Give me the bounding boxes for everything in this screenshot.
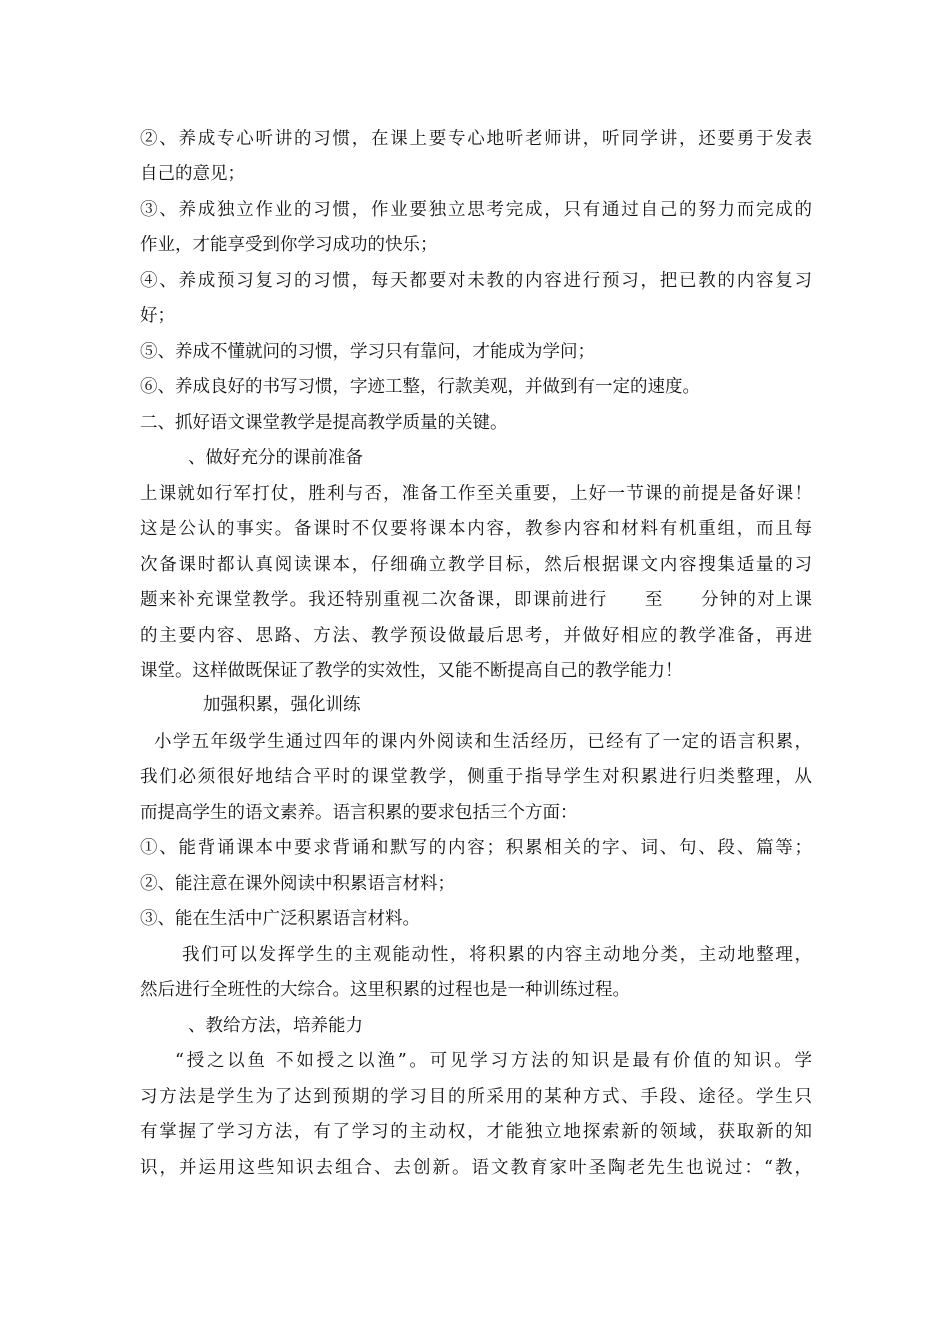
- text-line: ②、能注意在课外阅读中积累语言材料；: [140, 874, 455, 894]
- text-line: 而提高学生的语文素养。语言积累的要求包括三个方面：: [140, 803, 578, 823]
- text-line: 好；: [140, 306, 175, 326]
- section-heading: 二、抓好语文课堂教学是提高教学质量的关键。: [140, 413, 508, 433]
- text-line: 自己的意见；: [140, 164, 245, 184]
- text-line: 题来补充课堂教学。我还特别重视二次备课，即课前进行 至 分钟的对上课: [140, 590, 812, 610]
- text-line: 的主要内容、思路、方法、教学预设做最后思考，并做好相应的教学准备，再进: [140, 626, 812, 646]
- text-line: ③、养成独立作业的习惯，作业要独立思考完成，只有通过自己的努力而完成的: [140, 200, 812, 220]
- text-line: ⑥、养成良好的书写习惯，字迹工整，行款美观，并做到有一定的速度。: [140, 377, 700, 397]
- subsection-heading: 、做好充分的课前准备: [188, 448, 363, 468]
- text-line: 上课就如行军打仗，胜利与否，准备工作至关重要，上好一节课的前提是备好课！: [140, 484, 812, 504]
- text-line: 有掌握了学习方法，有了学习的主动权，才能独立地探索新的领域，获取新的知: [140, 1122, 812, 1142]
- subsection-heading: 加强积累，强化训练: [203, 695, 361, 715]
- text-line: 我们可以发挥学生的主观能动性，将积累的内容主动地分类，主动地整理，: [182, 945, 812, 965]
- text-line: ①、能背诵课本中要求背诵和默写的内容；积累相关的字、词、句、段、篇等；: [140, 838, 812, 858]
- text-line: 小学五年级学生通过四年的课内外阅读和生活经历，已经有了一定的语言积累，: [154, 732, 812, 752]
- text-line: 我们必须很好地结合平时的课堂教学，侧重于指导学生对积累进行归类整理，从: [140, 767, 812, 787]
- text-line: ③、能在生活中广泛积累语言材料。: [140, 909, 420, 929]
- text-line: 这是公认的事实。备课时不仅要将课本内容，教参内容和材料有机重组，而且每: [140, 519, 812, 539]
- text-line: 然后进行全班性的大综合。这里积累的过程也是一种训练过程。: [140, 980, 630, 1000]
- text-line: ④、养成预习复习的习惯，每天都要对未教的内容进行预习，把已教的内容复习: [140, 271, 812, 291]
- subsection-heading: 、教给方法，培养能力: [188, 1016, 363, 1036]
- text-line: ②、养成专心听讲的习惯，在课上要专心地听老师讲，听同学讲，还要勇于发表: [140, 129, 812, 149]
- text-line: ⑤、养成不懂就问的习惯，学习只有靠问，才能成为学问；: [140, 342, 595, 362]
- text-line: 课堂。这样做既保证了教学的实效性，又能不断提高自己的教学能力！: [140, 661, 683, 681]
- text-line: 识，并运用这些知识去组合、去创新。语文教育家叶圣陶老先生也说过：“教，: [140, 1158, 812, 1178]
- text-line: “授之以鱼 不如授之以渔”。可见学习方法的知识是最有价值的知识。学: [175, 1051, 812, 1071]
- text-line: 习方法是学生为了达到预期的学习目的所采用的某种方式、手段、途径。学生只: [140, 1087, 812, 1107]
- text-line: 作业，才能享受到你学习成功的快乐；: [140, 235, 438, 255]
- text-line: 次备课时都认真阅读课本，仔细确立教学目标，然后根据课文内容搜集适量的习: [140, 555, 812, 575]
